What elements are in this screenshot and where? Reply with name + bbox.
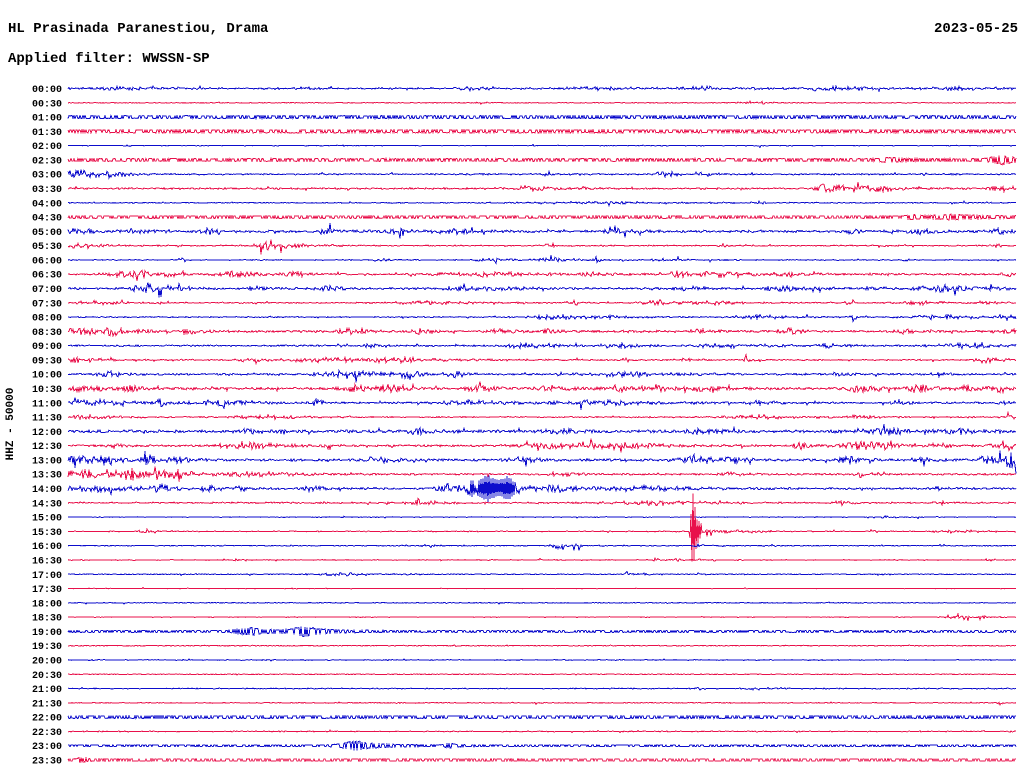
- time-label: 21:00: [31, 685, 62, 697]
- channel-scale-label: HHZ - 50000: [5, 387, 17, 461]
- time-label: 17:30: [31, 585, 62, 596]
- trace-row-2200: [68, 716, 1016, 719]
- trace-row-0300: [68, 170, 1016, 178]
- time-label: 07:30: [31, 299, 62, 311]
- time-label: 19:00: [31, 627, 62, 639]
- trace-row-1930: [68, 645, 1016, 647]
- trace-row-2030: [68, 674, 1016, 675]
- trace-row-2100: [68, 687, 1016, 690]
- time-label: 10:00: [31, 370, 62, 382]
- trace-row-2000: [68, 659, 1016, 661]
- trace-row-1230: [68, 439, 1016, 453]
- trace-row-1600: [68, 544, 1016, 550]
- time-label: 20:30: [31, 670, 62, 682]
- time-label: 11:00: [31, 399, 62, 411]
- time-label: 14:00: [31, 485, 62, 496]
- time-label: 04:00: [31, 199, 62, 211]
- time-label: 22:30: [31, 727, 62, 739]
- time-label: 06:30: [31, 270, 62, 282]
- time-label: 03:00: [31, 170, 62, 182]
- time-label: 20:00: [31, 656, 62, 668]
- trace-row-0430: [68, 214, 1016, 220]
- trace-row-0530: [68, 240, 1016, 255]
- time-label: 23:00: [31, 742, 62, 754]
- time-label: 22:00: [31, 713, 62, 725]
- trace-row-1730: [68, 587, 1016, 589]
- time-label: 17:00: [31, 570, 62, 582]
- time-label: 11:30: [31, 413, 62, 425]
- trace-row-0500: [68, 223, 1016, 239]
- trace-row-1430: [68, 498, 1016, 505]
- time-label: 07:00: [31, 285, 62, 296]
- trace-row-1900: [68, 627, 1016, 637]
- trace-row-1500: [68, 516, 1016, 519]
- time-label: 19:30: [31, 642, 62, 654]
- time-label: 09:30: [31, 356, 62, 368]
- trace-row-0730: [68, 300, 1016, 305]
- trace-row-0700: [68, 283, 1016, 298]
- trace-row-0800: [68, 315, 1016, 322]
- time-label: 16:00: [31, 542, 62, 554]
- time-label: 13:30: [31, 470, 62, 482]
- time-label: 01:30: [31, 127, 62, 139]
- trace-row-0400: [68, 201, 1016, 206]
- time-label: 18:30: [31, 613, 62, 625]
- time-label: 12:00: [31, 427, 62, 439]
- time-label: 15:00: [31, 513, 62, 525]
- time-label: 12:30: [31, 442, 62, 454]
- trace-row-1300: [68, 451, 1016, 474]
- trace-row-1700: [68, 572, 1016, 576]
- time-label: 01:00: [31, 113, 62, 125]
- trace-row-2130: [68, 702, 1016, 705]
- trace-row-0230: [68, 155, 1016, 164]
- trace-row-0830: [68, 328, 1016, 336]
- trace-row-0000: [68, 86, 1016, 91]
- time-label: 03:30: [31, 185, 62, 196]
- time-label: 05:30: [31, 242, 62, 254]
- time-label: 05:00: [31, 227, 62, 239]
- trace-row-1800: [68, 602, 1016, 604]
- trace-row-2330: [68, 758, 1016, 764]
- trace-row-0600: [68, 255, 1016, 263]
- station-title: HL Prasinada Paranestiou, Drama: [8, 21, 269, 37]
- trace-row-1200: [68, 424, 1016, 435]
- trace-row-0930: [68, 355, 1016, 364]
- trace-row-0630: [68, 271, 1016, 281]
- time-label: 10:30: [31, 385, 62, 396]
- date-label: 2023-05-25: [933, 21, 1018, 37]
- trace-row-1000: [68, 371, 1016, 383]
- time-label: 23:30: [31, 756, 62, 768]
- trace-row-1630: [68, 558, 1016, 561]
- time-label: 21:30: [31, 699, 62, 711]
- time-label: 13:00: [31, 456, 62, 468]
- trace-row-0900: [68, 343, 1016, 349]
- time-label: 00:30: [31, 99, 62, 111]
- trace-row-1830: [68, 614, 1016, 621]
- trace-row-1100: [68, 398, 1016, 410]
- time-label: 04:30: [31, 213, 62, 225]
- trace-row-2230: [68, 730, 1016, 732]
- trace-row-0130: [68, 130, 1016, 133]
- time-label: 02:00: [31, 142, 62, 154]
- time-label: 00:00: [31, 85, 62, 96]
- time-label: 18:00: [31, 599, 62, 611]
- trace-row-1330: [68, 467, 1016, 482]
- trace-row-2300: [68, 741, 1016, 750]
- time-label: 14:30: [31, 499, 62, 511]
- trace-row-0030: [68, 101, 1016, 104]
- time-label: 16:30: [31, 556, 62, 568]
- trace-row-0330: [68, 182, 1016, 192]
- trace-row-1130: [68, 413, 1016, 420]
- filter-label: Applied filter: WWSSN-SP: [8, 51, 210, 67]
- time-label: 08:30: [31, 327, 62, 339]
- trace-row-0200: [68, 145, 1016, 148]
- time-label: 09:00: [31, 342, 62, 354]
- trace-row-0100: [68, 116, 1016, 119]
- time-label: 06:00: [31, 256, 62, 268]
- time-label: 02:30: [31, 156, 62, 168]
- time-label: 15:30: [31, 527, 62, 539]
- trace-row-1030: [68, 382, 1016, 393]
- time-label: 08:00: [31, 313, 62, 325]
- trace-row-1400: [68, 476, 1016, 503]
